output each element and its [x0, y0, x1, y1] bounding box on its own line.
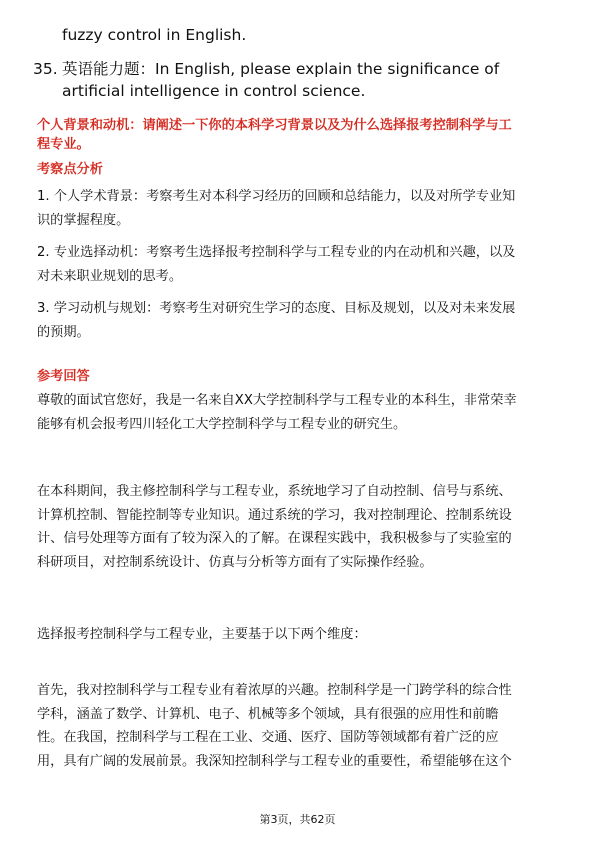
analysis-title: 考察点分析: [37, 162, 103, 177]
answer-line: 计、信号处理等方面有了较为深入的了解。在课程实践中，我积极参与了实验室的: [37, 531, 512, 546]
analysis-line: 3. 学习动机与规划：考察考生对研究生学习的态度、目标及规划，以及对未来发展: [37, 301, 516, 316]
analysis-item-1: [37, 185, 562, 232]
question-line: 英语能力题：In English, please explain the significance of: [62, 60, 500, 78]
question-text: [62, 58, 532, 102]
answer-paragraph-4: [37, 679, 562, 773]
answer-title: 参考回答: [37, 369, 90, 384]
page-footer: 第3页，共62页: [259, 813, 336, 826]
continuation-text: fuzzy control in English.: [62, 26, 247, 44]
red-heading-line: 程专业。: [37, 137, 90, 152]
answer-line: 学科，涵盖了数学、计算机、电子、机械等多个领域，具有很强的应用性和前瞻: [37, 706, 499, 722]
answer-line: 用，具有广阔的发展前景。我深知控制科学与工程专业的重要性，希望能够在这个: [37, 753, 512, 769]
analysis-item-3: [37, 297, 562, 344]
answer-line: 首先，我对控制科学与工程专业有着浓厚的兴趣。控制科学是一门跨学科的综合性: [37, 683, 512, 698]
answer-paragraph-3: [37, 623, 562, 647]
answer-line: 能够有机会报考四川轻化工大学控制科学与工程专业的研究生。: [37, 416, 407, 432]
analysis-line: 识的掌握程度。: [37, 212, 130, 228]
analysis-line: 对未来职业规划的思考。: [37, 268, 183, 284]
analysis-line: 1. 个人学术背景：考察考生对本科学习经历的回顾和总结能力，以及对所学专业知: [37, 189, 516, 204]
analysis-item-2: [37, 241, 562, 288]
answer-line: 尊敬的面试官您好，我是一名来自XX大学控制科学与工程专业的本科生，非常荣幸: [37, 393, 517, 408]
answer-line: 选择报考控制科学与工程专业，主要基于以下两个维度：: [37, 627, 367, 642]
answer-line: 计算机控制、智能控制等专业知识。通过系统的学习，我对控制理论、控制系统设: [37, 507, 512, 523]
red-heading-line: 个人背景和动机：请阐述一下你的本科学习背景以及为什么选择报考控制科学与工: [37, 118, 512, 133]
analysis-line: 的预期。: [37, 324, 90, 340]
answer-line: 在本科期间，我主修控制科学与工程专业，系统地学习了自动控制、信号与系统、: [37, 484, 512, 499]
answer-paragraph-2: [37, 480, 562, 574]
red-heading: [37, 116, 567, 154]
answer-line: 科研项目，对控制系统设计、仿真与分析等方面有了实际操作经验。: [37, 554, 433, 570]
question-number: 35.: [33, 60, 58, 78]
analysis-line: 2. 专业选择动机：考察考生选择报考控制科学与工程专业的内在动机和兴趣，以及: [37, 245, 516, 260]
question-line: artificial intelligence in control science.: [62, 82, 366, 100]
answer-paragraph-1: [37, 389, 562, 436]
answer-line: 性。在我国，控制科学与工程在工业、交通、医疗、国防等领域都有着广泛的应: [37, 730, 499, 745]
